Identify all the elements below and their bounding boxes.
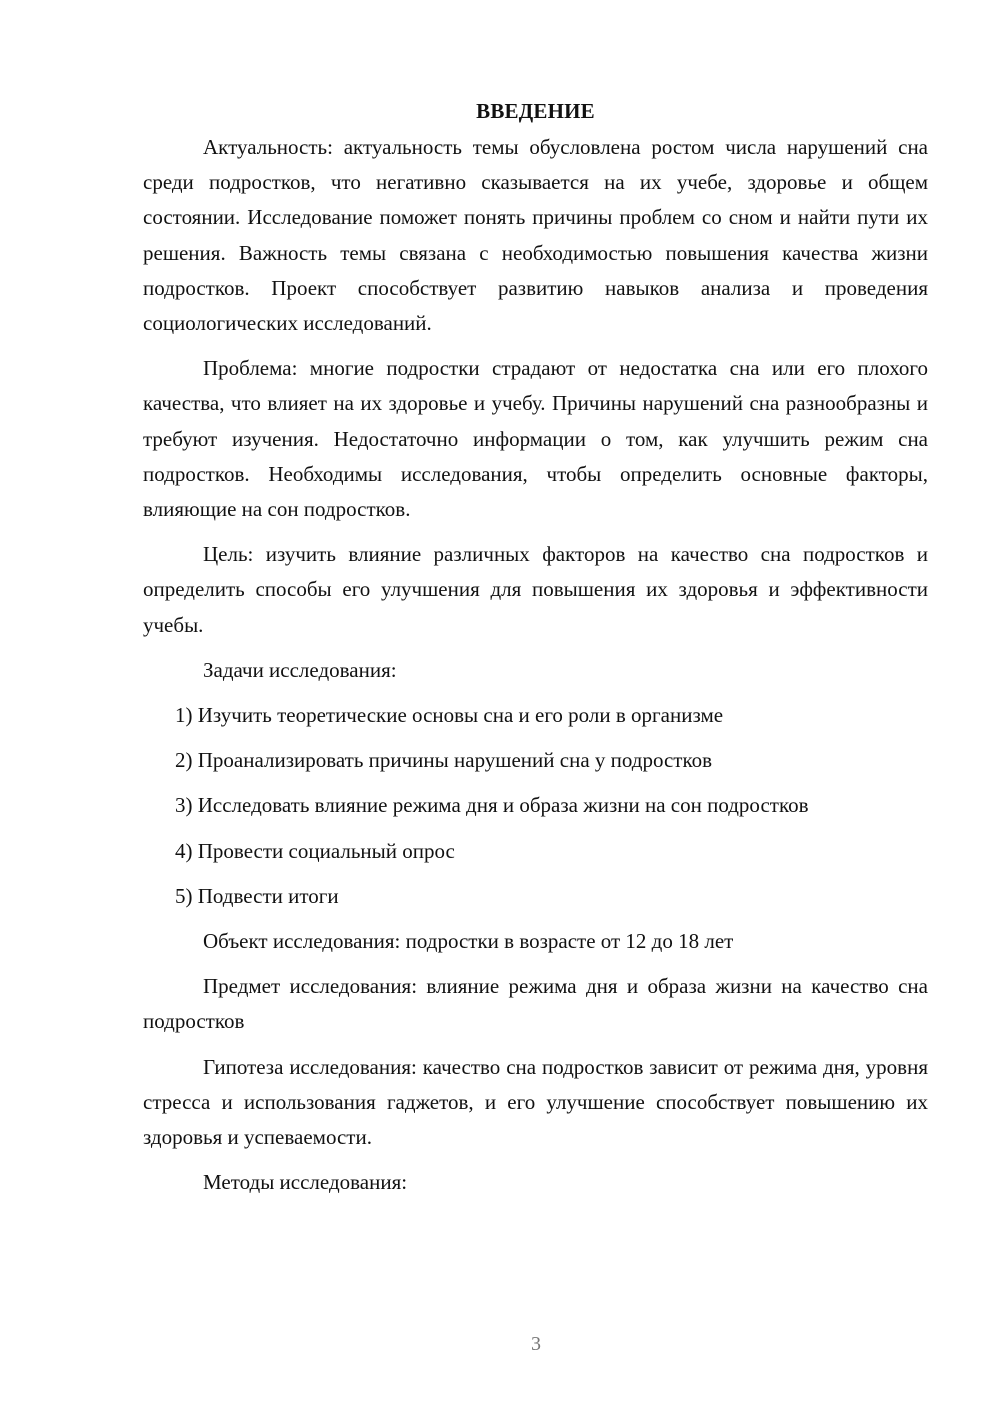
list-item: 5) Подвести итоги — [175, 883, 339, 908]
methods-heading: Методы исследования: — [203, 1170, 408, 1195]
page-content — [143, 96, 928, 1210]
hypothesis-paragraph: Гипотеза исследования: качество сна подростков зависит от режима дня, уровня стресса и использования гаджетов, и его улучшение способствует повышению их здоровья и успеваемости. — [143, 1054, 928, 1150]
subject-paragraph: Предмет исследования: влияние режима дня и образа жизни на качество сна подростков — [143, 974, 928, 1034]
tasks-heading: Задачи исследования: — [203, 657, 397, 682]
object-paragraph: Объект исследования: подростки в возрасте от 12 до 18 лет — [203, 929, 734, 954]
tasks-list — [143, 698, 928, 914]
section-title: ВВЕДЕНИЕ — [476, 99, 595, 123]
list-item: 1) Изучить теоретические основы сна и его роли в организме — [175, 703, 724, 728]
relevance-paragraph: Актуальность: актуальность темы обусловлена ростом числа нарушений сна среди подростков, что негативно сказывается на их учебе, здоровье и общем состоянии. Исследование поможет понять причины проблем со сном и найти пути их решения. Важность темы связана с необходимостью повышения качества жизни подростков. Проект способствует развитию навыков анализа и проведения социологических исследований. — [143, 135, 928, 336]
goal-paragraph: Цель: изучить влияние различных факторов на качество сна подростков и определить способы его улучшения для повышения их здоровья и эффективности учебы. — [143, 542, 928, 637]
page-number: 3 — [531, 1333, 541, 1355]
list-item: 3) Исследовать влияние режима дня и образа жизни на сон подростков — [175, 793, 809, 818]
list-item: 2) Проанализировать причины нарушений сна у подростков — [175, 748, 713, 773]
problem-paragraph: Проблема: многие подростки страдают от недостатка сна или его плохого качества, что влияет на их здоровье и учебу. Причины нарушений сна разнообразны и требуют изучения. Недостаточно информации о том, как улучшить режим сна подростков. Необходимы исследования, чтобы определить основные факторы, влияющие на сон подростков. — [143, 356, 928, 522]
list-item: 4) Провести социальный опрос — [175, 838, 455, 863]
